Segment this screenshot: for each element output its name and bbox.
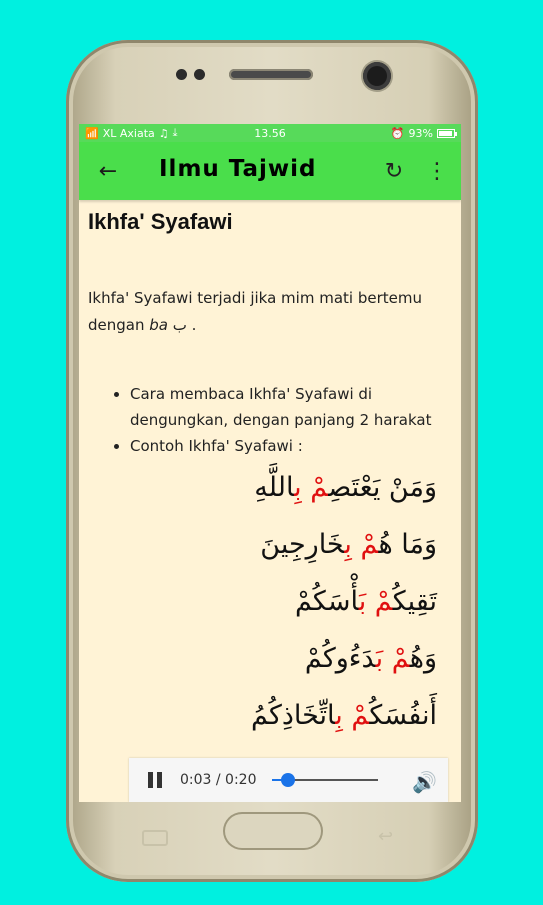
paragraph-suffix: ب . xyxy=(167,316,197,334)
arabic-example xyxy=(88,516,437,573)
pause-icon[interactable] xyxy=(148,772,162,788)
article-content xyxy=(79,209,461,744)
refresh-icon[interactable]: ↻ xyxy=(384,158,404,184)
article-paragraph xyxy=(88,285,452,339)
arabic-text: دَءُوكُمْ xyxy=(304,643,376,674)
volume-icon[interactable]: 🔊 xyxy=(412,770,437,794)
battery-icon xyxy=(437,129,455,138)
arabic-example xyxy=(88,687,437,744)
seek-handle[interactable] xyxy=(281,773,295,787)
app-title: Ilmu Tajwid xyxy=(159,156,317,182)
arabic-example xyxy=(88,459,437,516)
audio-player xyxy=(129,758,448,802)
arabic-examples xyxy=(88,459,452,744)
arabic-text: تَقِيكُ xyxy=(392,586,437,617)
music-icon: ♫ xyxy=(158,126,169,140)
highlighted-letters: مْ بِ xyxy=(294,472,329,503)
article-heading: Ikhfa' Syafawi xyxy=(88,209,233,234)
highlighted-letters: مْ بِ xyxy=(344,529,379,560)
arabic-example xyxy=(88,630,437,687)
home-button[interactable] xyxy=(223,812,323,850)
download-icon: ⤓ xyxy=(172,126,178,139)
arabic-text: وَمَا هُ xyxy=(378,529,437,560)
carrier-name: XL Axiata xyxy=(102,126,155,140)
list-item: • Cara membaca Ikhfa' Syafawi di dengungkan, dengan panjang 2 harakat xyxy=(130,381,452,433)
sensor-dot xyxy=(194,69,205,80)
arabic-text: اتِّخَاذِكُمُ xyxy=(251,700,336,731)
battery-percent: 93% xyxy=(408,126,433,140)
speaker-grille xyxy=(229,69,313,80)
arabic-text: وَمَنْ يَعْتَصِ xyxy=(328,472,437,503)
seek-bar[interactable] xyxy=(272,779,378,781)
highlighted-letters: مْ بِ xyxy=(335,700,370,731)
arabic-text: أْسَكُمْ xyxy=(294,586,359,617)
playback-time: 0:03 / 0:20 xyxy=(180,772,257,788)
arabic-text: وَهُ xyxy=(409,643,437,674)
back-arrow-icon[interactable]: ← xyxy=(98,158,118,184)
signal-icon: 📶 xyxy=(85,126,99,140)
highlighted-letters: مْ بَ xyxy=(375,643,410,674)
arabic-text: اللَّهِ xyxy=(254,472,295,503)
front-camera xyxy=(363,62,391,90)
list-item: • Contoh Ikhfa' Syafawi : xyxy=(130,433,452,459)
sensor-dot xyxy=(176,69,187,80)
alarm-icon: ⏰ xyxy=(390,126,405,140)
screen xyxy=(79,124,461,802)
app-bar xyxy=(79,142,461,200)
bullet-list xyxy=(88,381,452,459)
arabic-text: أَنفُسَكُ xyxy=(369,700,437,731)
paragraph-italic: ba xyxy=(149,316,168,334)
recent-apps-button[interactable] xyxy=(142,830,168,846)
clock: 13.56 xyxy=(254,126,286,140)
battery-fill xyxy=(439,131,452,136)
status-bar xyxy=(79,124,461,142)
arabic-example xyxy=(88,573,437,630)
back-hardware-button[interactable]: ↩ xyxy=(378,826,394,847)
overflow-menu-icon[interactable]: ⋮ xyxy=(426,158,448,184)
arabic-text: خَارِجِينَ xyxy=(260,529,345,560)
paragraph-text: Ikhfa' Syafawi terjadi jika mim mati bertemu dengan xyxy=(88,289,422,334)
highlighted-letters: مْ بَ xyxy=(358,586,393,617)
